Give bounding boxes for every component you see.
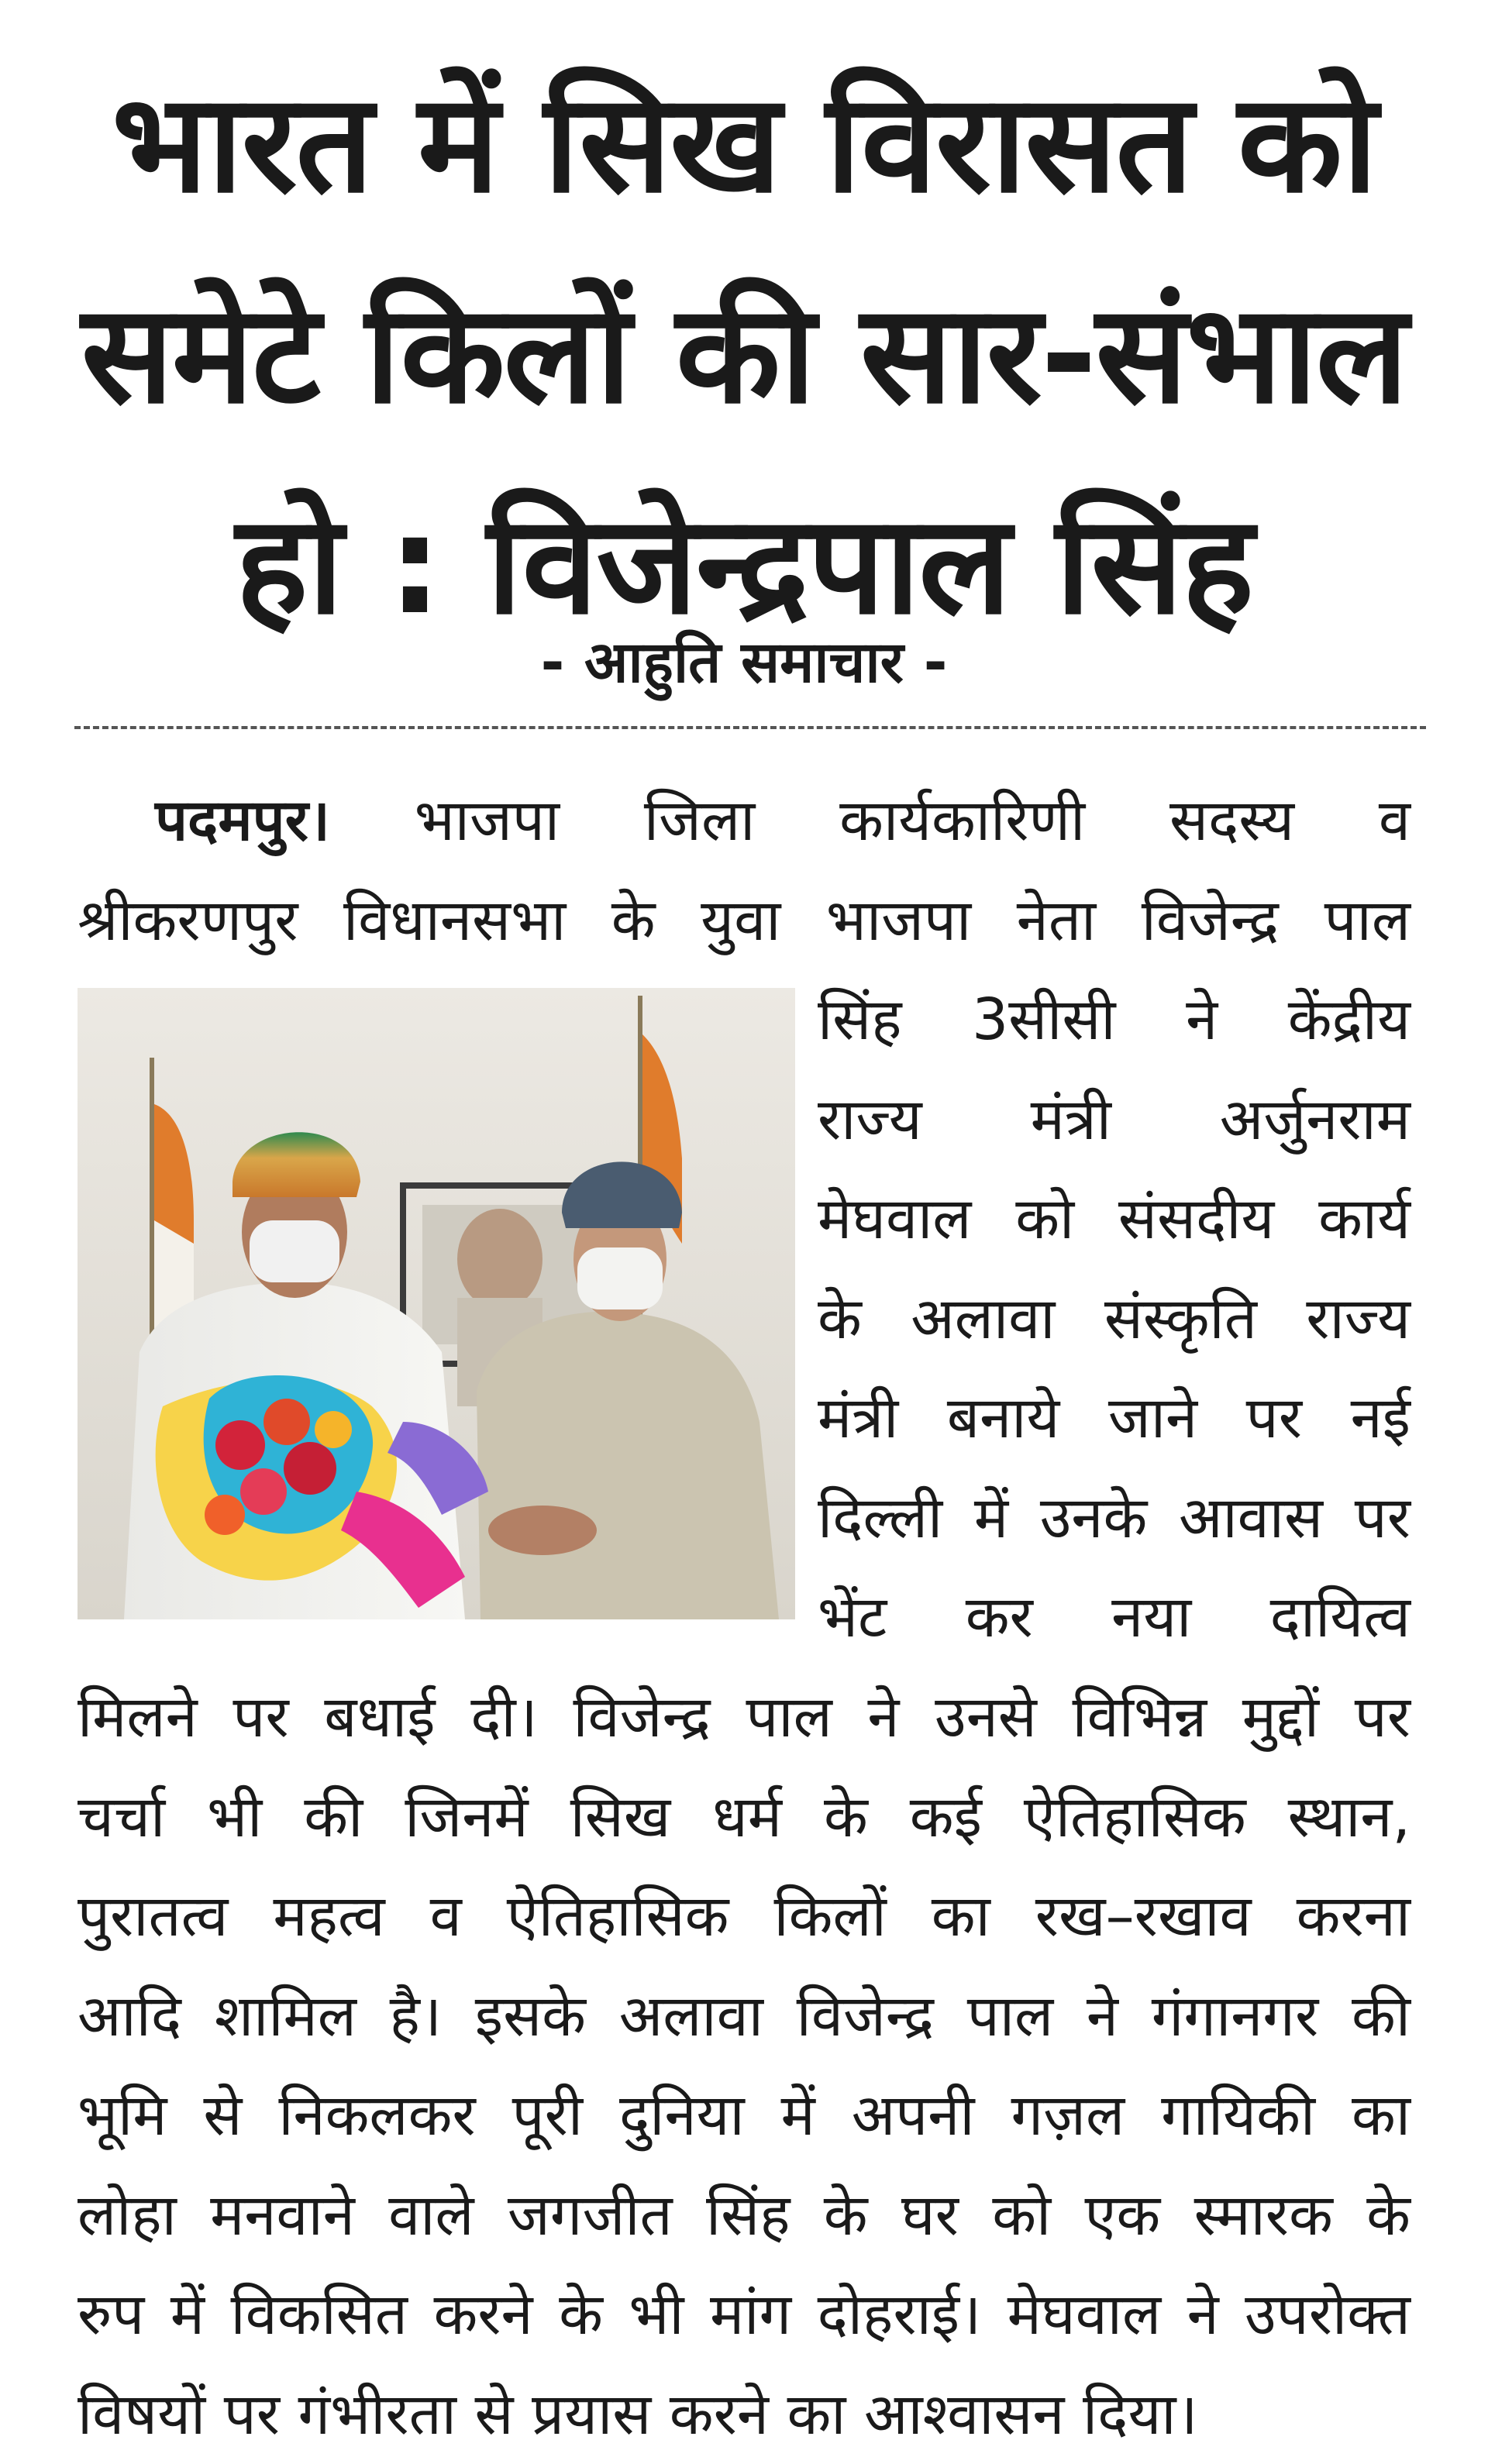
side-line-4: के अलावा संस्कृति राज्य	[818, 1269, 1410, 1369]
article-byline: - आहुति समाचार -	[0, 620, 1488, 705]
bottom-line-7: रुप में विकसित करने के भी मांग दोहराई। मेघवाल ने उपरोक्त	[78, 2265, 1410, 2365]
bottom-line-5: भूमि से निकलकर पूरी दुनिया में अपनी गज़ल गायिकी का	[78, 2066, 1410, 2166]
side-line-1: सिंह 3सीसी ने केंद्रीय	[818, 970, 1410, 1070]
article-body-side	[818, 970, 1410, 1667]
headline-line-3: हो : विजेन्द्रपाल सिंह	[46, 460, 1442, 671]
bottom-line-8: विषयों पर गंभीरता से प्रयास करने का आश्वासन दिया।	[78, 2365, 1410, 2464]
article-body-top	[78, 771, 1410, 970]
bottom-line-2: चर्चा भी की जिनमें सिख धर्म के कई ऐतिहासिक स्थान,	[78, 1767, 1410, 1867]
headline-line-1: भारत में सिख विरासत को	[46, 39, 1442, 249]
article-headline	[46, 39, 1442, 671]
side-line-3: मेघवाल को संसदीय कार्य	[818, 1169, 1410, 1269]
body-line-1-text: भाजपा जिला कार्यकारिणी सदस्य व	[330, 787, 1410, 854]
side-line-6: दिल्ली में उनके आवास पर	[818, 1468, 1410, 1568]
side-line-7: भेंट कर नया दायित्व	[818, 1568, 1410, 1667]
bottom-line-1: मिलने पर बधाई दी। विजेन्द्र पाल ने उनसे विभिन्न मुद्दों पर	[78, 1667, 1410, 1767]
dashed-divider	[74, 726, 1426, 729]
article-body-bottom	[78, 1667, 1410, 2464]
article-photo	[78, 988, 795, 1619]
article-dateline: पदमपुर।	[155, 787, 330, 854]
body-line-1	[78, 771, 1410, 871]
photo-illustration	[78, 988, 795, 1619]
body-line-2: श्रीकरणपुर विधानसभा के युवा भाजपा नेता विजेन्द्र पाल	[78, 871, 1410, 971]
bottom-line-6: लोहा मनवाने वाले जगजीत सिंह के घर को एक स्मारक के	[78, 2166, 1410, 2266]
side-line-5: मंत्री बनाये जाने पर नई	[818, 1368, 1410, 1468]
side-line-2: राज्य मंत्री अर्जुनराम	[818, 1070, 1410, 1170]
bottom-line-3: पुरातत्व महत्व व ऐतिहासिक किलों का रख–रखाव करना	[78, 1867, 1410, 1967]
headline-line-2: समेटे किलों की सार-संभाल	[46, 249, 1442, 460]
bottom-line-4: आदि शामिल है। इसके अलावा विजेन्द्र पाल ने गंगानगर की	[78, 1967, 1410, 2067]
